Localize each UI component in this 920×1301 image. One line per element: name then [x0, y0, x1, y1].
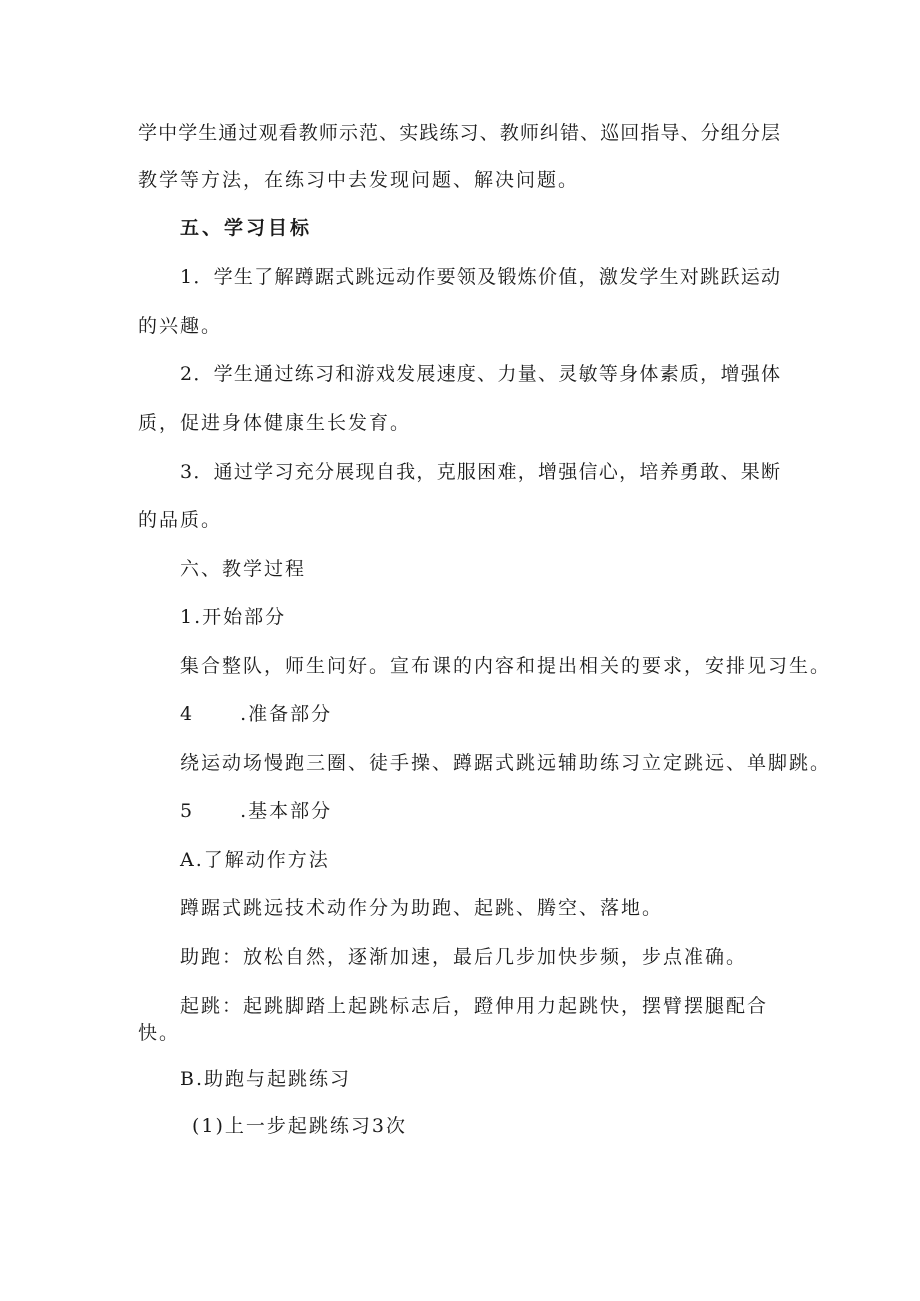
part-2-heading [180, 701, 332, 727]
part-3-number: 5 [180, 800, 195, 822]
goal-2-line-1: 2．学生通过练习和游戏发展速度、力量、灵敏等身体素质，增强体 [180, 363, 780, 385]
intro-line-1: 学中学生通过观看教师示范、实践练习、教师纠错、巡回指导、分组分层 [138, 122, 780, 144]
goal-3-line-1: 3．通过学习充分展现自我，克服困难，增强信心，培养勇敢、果断 [180, 461, 780, 483]
subsection-b: B.助跑与起跳练习 [180, 1068, 352, 1090]
phases-text: 蹲踞式跳远技术动作分为助跑、起跳、腾空、落地。 [180, 897, 664, 919]
part-3-heading [180, 798, 332, 824]
goal-2-line-2: 质，促进身体健康生长发育。 [138, 412, 412, 434]
section-heading-learning-goals: 五、学习目标 [180, 217, 313, 239]
part-2-text: 绕运动场慢跑三圈、徒手操、蹲踞式跳远辅助练习立定跳远、单脚跳。 [180, 752, 832, 774]
part-1-title: 1.开始部分 [180, 606, 287, 628]
intro-line-2: 教学等方法，在练习中去发现问题、解决问题。 [138, 169, 580, 191]
goal-1-line-1: 1．学生了解蹲踞式跳远动作要领及锻炼价值，激发学生对跳跃运动 [180, 266, 780, 288]
takeoff-line-1: 起跳：起跳脚踏上起跳标志后，蹬伸用力起跳快，摆臂摆腿配合 [180, 995, 769, 1017]
part-1-text: 集合整队，师生问好。宣布课的内容和提出相关的要求，安排见习生。 [180, 655, 832, 677]
subsection-a: A.了解动作方法 [180, 849, 330, 871]
part-3-title: .基本部分 [240, 800, 333, 822]
goal-3-line-2: 的品质。 [138, 509, 223, 531]
part-2-title: .准备部分 [240, 703, 333, 725]
section-heading-teaching-process: 六、教学过程 [180, 558, 307, 580]
goal-1-line-2: 的兴趣。 [138, 315, 223, 337]
runup-text: 助跑：放松自然，逐渐加速，最后几步加快步频，步点准确。 [180, 946, 748, 968]
drill-1: (1)上一步起跳练习3次 [192, 1115, 408, 1137]
part-2-number: 4 [180, 703, 195, 725]
takeoff-line-2: 快。 [138, 1022, 181, 1044]
